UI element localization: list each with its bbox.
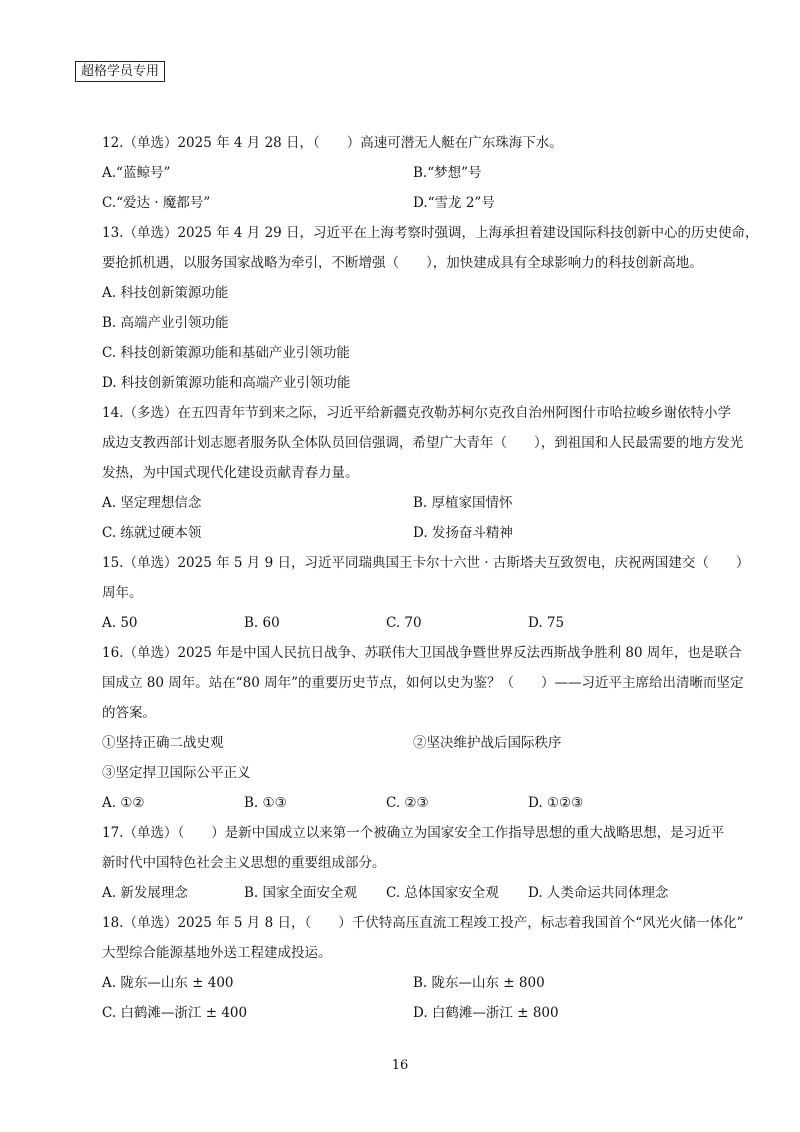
option-c[interactable]: C. ②③ xyxy=(386,795,429,811)
question-stem: 新时代中国特色社会主义思想的重要组成部分。 xyxy=(102,855,386,871)
page-number: 16 xyxy=(391,1058,409,1073)
option-d[interactable]: D.“雪龙 2”号 xyxy=(413,195,495,211)
student-only-badge: 超格学员专用 xyxy=(75,61,165,82)
option-b[interactable]: B. 60 xyxy=(244,615,280,631)
option-b[interactable]: B. ①③ xyxy=(244,795,287,811)
question-stem: 成边支教西部计划志愿者服务队全体队员回信强调，希望广大青年（ ），到祖国和人民最需要的地方发光 xyxy=(102,435,744,451)
question-13 xyxy=(102,218,759,398)
option-c[interactable]: C.“爱达 · 魔都号” xyxy=(102,195,211,211)
option-d[interactable]: D. 白鹤滩—浙江 ± 800 xyxy=(413,1005,559,1021)
option-a[interactable]: A. 科技创新策源功能 xyxy=(102,285,229,301)
statement-1: ①坚持正确二战史观 xyxy=(102,735,224,751)
question-stem: 发热，为中国式现代化建设贡献青春力量。 xyxy=(102,465,359,481)
option-a[interactable]: A. 坚定理想信念 xyxy=(102,495,202,511)
options-row xyxy=(102,488,724,518)
option-a[interactable]: A. 50 xyxy=(102,615,138,631)
option-b[interactable]: B. 厚植家国情怀 xyxy=(413,495,513,511)
option-a[interactable]: A.“蓝鲸号” xyxy=(102,165,171,181)
options-row xyxy=(102,608,724,638)
option-a[interactable]: A. ①② xyxy=(102,795,145,811)
statement-3: ③坚定捍卫国际公平正义 xyxy=(102,765,251,781)
option-c[interactable]: C. 总体国家安全观 xyxy=(386,885,499,901)
question-17 xyxy=(102,818,724,908)
question-18 xyxy=(102,908,744,1028)
option-c[interactable]: C. 70 xyxy=(386,615,422,631)
question-12 xyxy=(102,128,724,218)
question-stem: 15.（单选）2025 年 5 月 9 日，习近平同瑞典国王卡尔十六世 · 古斯塔夫互致贺电，庆祝两国建交（ ） xyxy=(102,555,750,571)
options-row xyxy=(102,188,724,218)
question-stem: 14.（多选）在五四青年节到来之际，习近平给新疆克孜勒苏柯尔克孜自治州阿图什市哈拉峻乡谢依特小学 xyxy=(102,405,731,421)
options-row xyxy=(102,518,724,548)
question-stem: 大型综合能源基地外送工程建成投运。 xyxy=(102,945,332,961)
question-15 xyxy=(102,548,750,638)
option-b[interactable]: B. 国家全面安全观 xyxy=(244,885,358,901)
option-d[interactable]: D. 科技创新策源功能和高端产业引领功能 xyxy=(102,375,351,391)
option-b[interactable]: B. 高端产业引领功能 xyxy=(102,315,229,331)
option-c[interactable]: C. 白鹤滩—浙江 ± 400 xyxy=(102,1005,248,1021)
statement-2: ②坚决维护战后国际秩序 xyxy=(413,735,562,751)
question-stem: 16.（单选）2025 年是中国人民抗日战争、苏联伟大卫国战争暨世界反法西斯战争胜利 80 周年，也是联合 xyxy=(102,645,742,661)
question-stem: 17.（单选）（ ）是新中国成立以来第一个被确立为国家安全工作指导思想的重大战略思想，是习近平 xyxy=(102,825,725,841)
options-row xyxy=(102,968,724,998)
question-16 xyxy=(102,638,744,818)
options-row xyxy=(102,788,724,818)
options-row xyxy=(102,158,724,188)
question-stem: 18.（单选）2025 年 5 月 8 日，（ ）千伏特高压直流工程竣工投产，标志着我国首个“风光火储一体化” xyxy=(102,915,744,931)
question-stem: 的答案。 xyxy=(102,705,156,721)
question-14 xyxy=(102,398,744,548)
option-d[interactable]: D. ①②③ xyxy=(528,795,584,811)
option-d[interactable]: D. 75 xyxy=(528,615,565,631)
option-a[interactable]: A. 陇东—山东 ± 400 xyxy=(102,975,234,991)
option-b[interactable]: B. 陇东—山东 ± 800 xyxy=(413,975,545,991)
question-stem: 13.（单选）2025 年 4 月 29 日，习近平在上海考察时强调，上海承担着建设国际科技创新中心的历史使命， xyxy=(102,225,759,241)
question-list xyxy=(102,128,759,1028)
question-stem: 要抢抓机遇，以服务国家战略为牵引，不断增强（ ），加快建成具有全球影响力的科技创新高地。 xyxy=(102,255,703,271)
question-stem: 12.（单选）2025 年 4 月 28 日，（ ）高速可潜无人艇在广东珠海下水。 xyxy=(102,135,563,151)
options-row xyxy=(102,878,724,908)
option-d[interactable]: D. 发扬奋斗精神 xyxy=(413,525,513,541)
options-row xyxy=(102,998,724,1028)
option-c[interactable]: C. 科技创新策源功能和基础产业引领功能 xyxy=(102,345,350,361)
statements-row xyxy=(102,728,724,758)
option-c[interactable]: C. 练就过硬本领 xyxy=(102,525,202,541)
option-d[interactable]: D. 人类命运共同体理念 xyxy=(528,885,669,901)
option-b[interactable]: B.“梦想”号 xyxy=(413,165,482,181)
option-a[interactable]: A. 新发展理念 xyxy=(102,885,188,901)
question-stem: 周年。 xyxy=(102,585,143,601)
question-stem: 国成立 80 周年。站在“80 周年”的重要历史节点，如何以史为鉴？（ ）——习近平主席给出清晰而坚定 xyxy=(102,675,744,691)
